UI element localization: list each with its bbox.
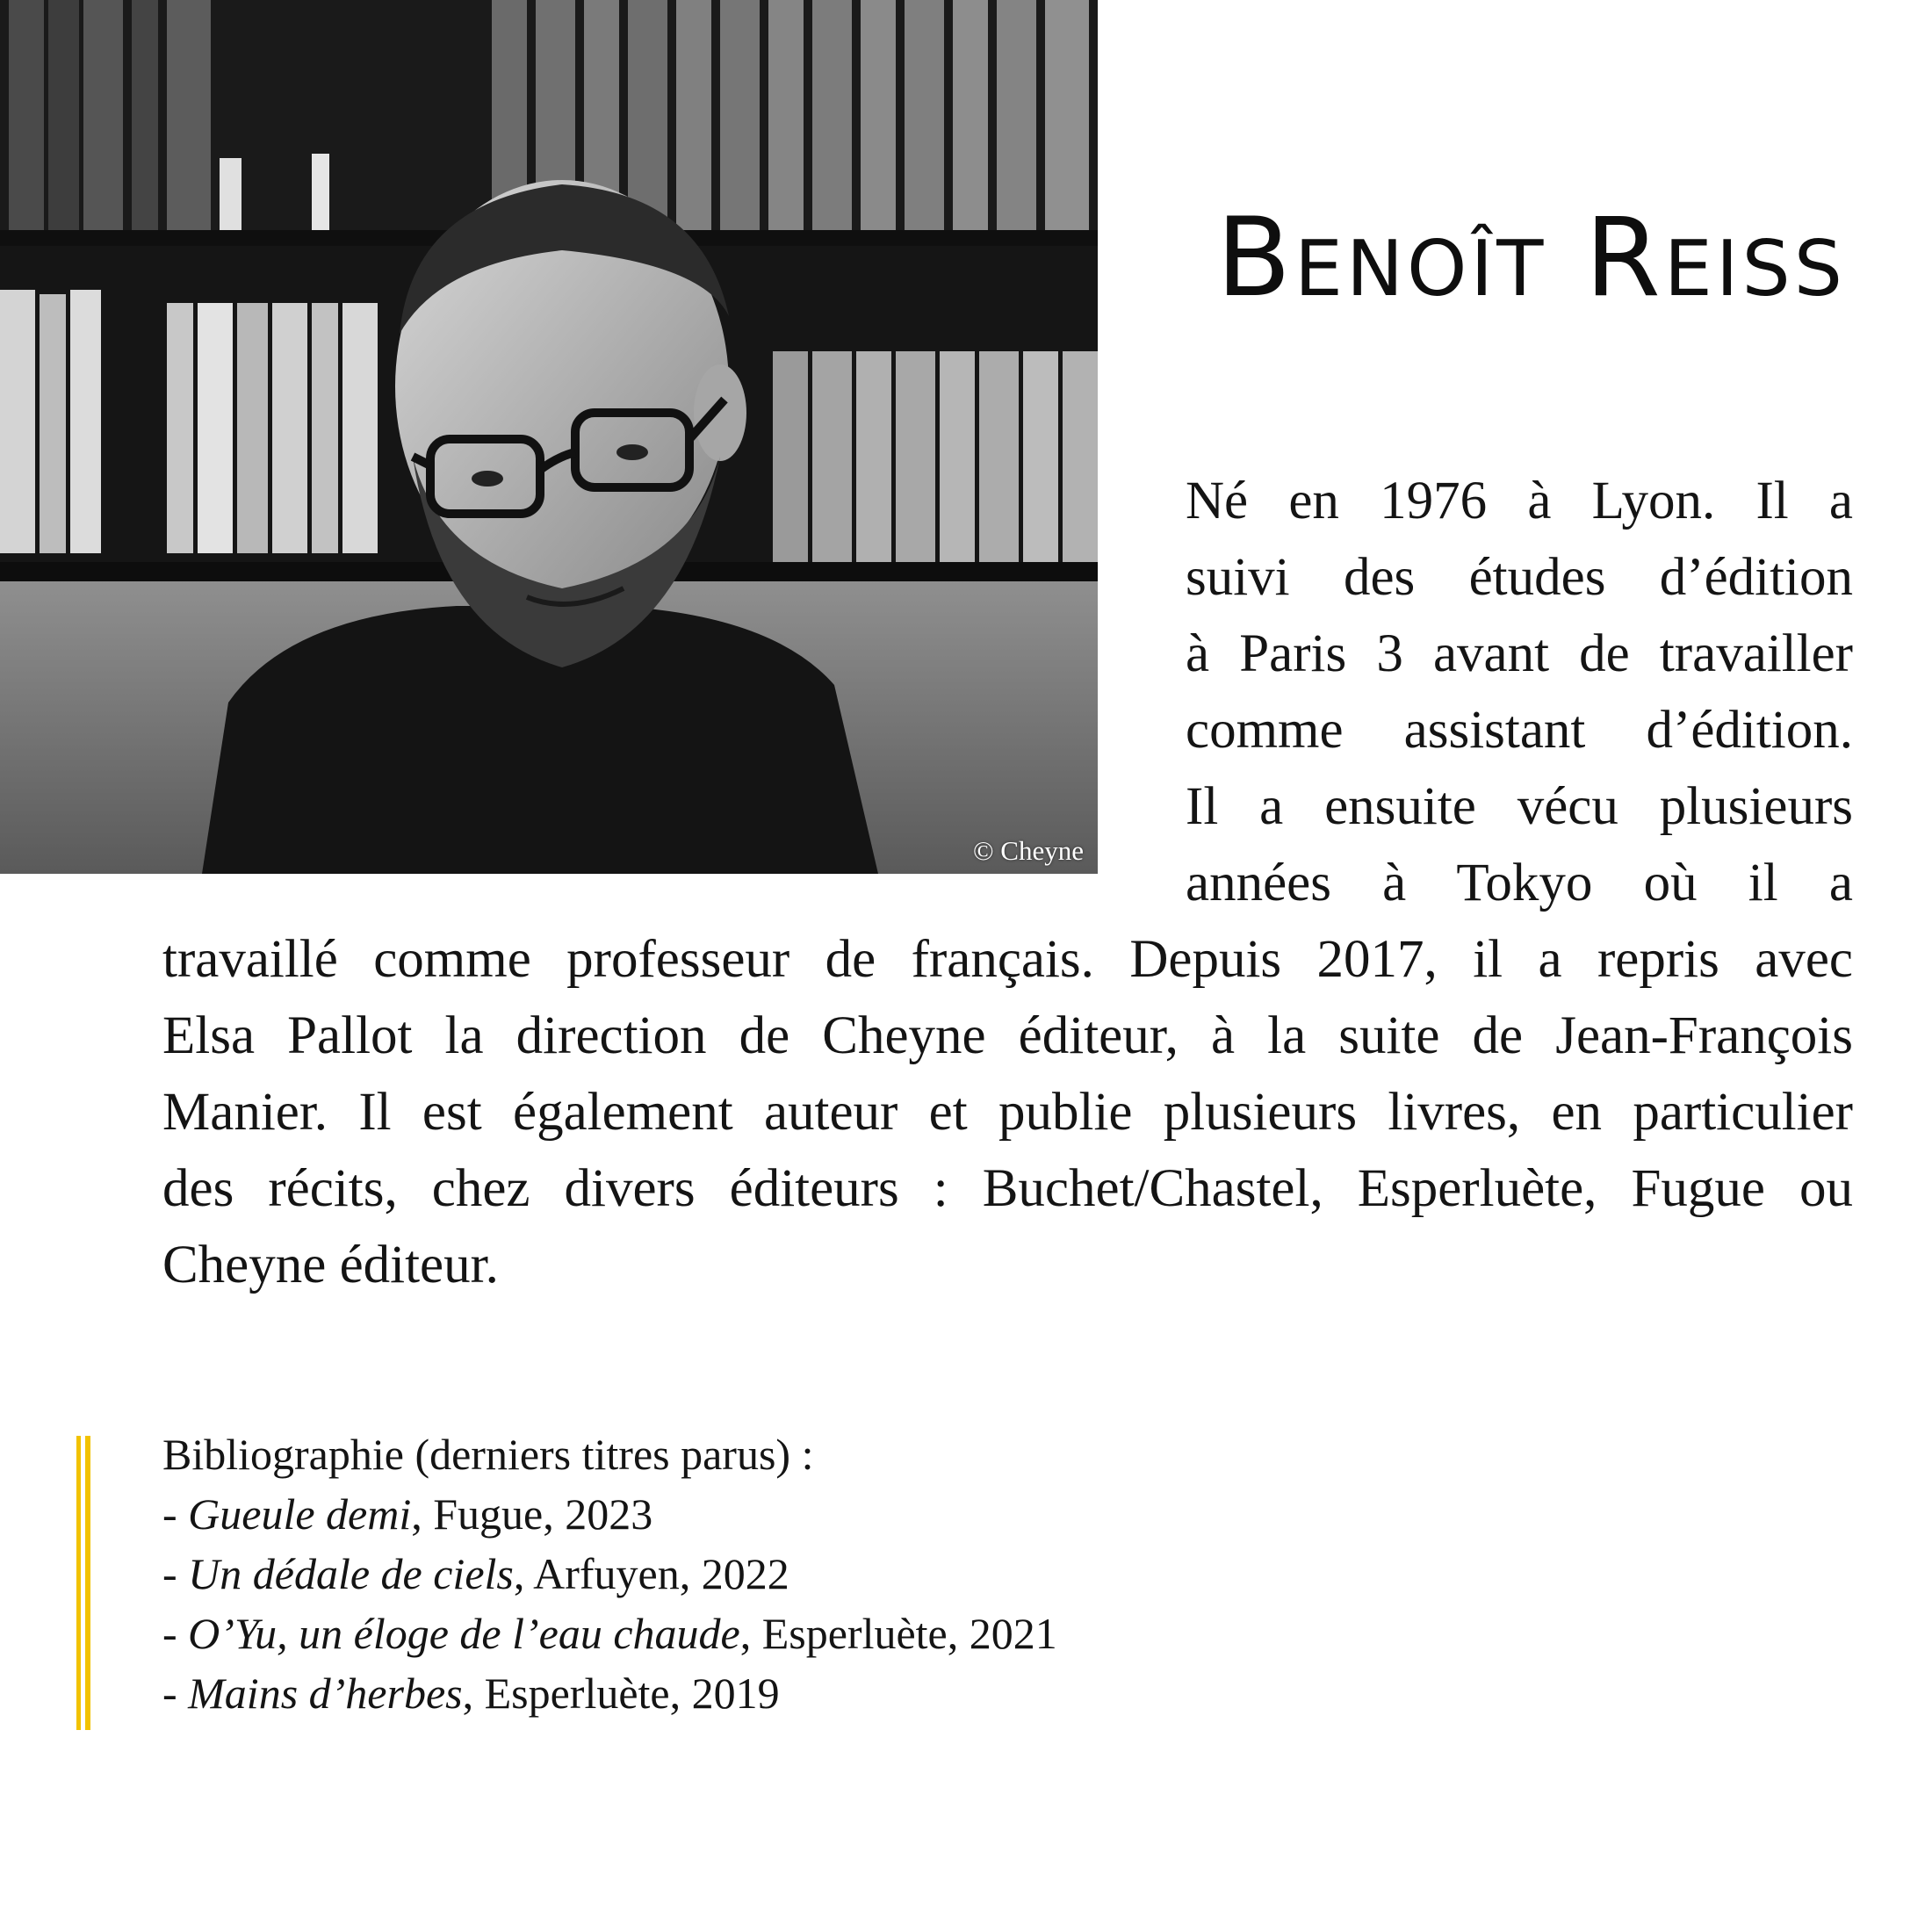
photo-credit: © Cheyne (973, 834, 1084, 866)
bio-line: Il a ensuite vécu plusieurs (1186, 777, 1853, 836)
bullet: - (162, 1669, 189, 1718)
book-details: , Arfuyen, 2022 (513, 1549, 789, 1598)
bio-body (162, 921, 1853, 1303)
author-name: Benoît Reiss (1215, 195, 1846, 321)
bio-line: Manier. Il est également auteur et publie plusieurs livres, en particulier (162, 1083, 1853, 1142)
book-details: , Esperluète, 2019 (462, 1669, 780, 1718)
bio-line: travaillé comme professeur de français. Depuis 2017, il a repris avec (162, 930, 1853, 989)
portrait-icon (0, 0, 1098, 874)
book-details: , Fugue, 2023 (411, 1489, 653, 1539)
bio-line: Cheyne éditeur. (162, 1236, 499, 1294)
bibliography-item (162, 1544, 1480, 1604)
bio-line: à Paris 3 avant de travailler (1186, 624, 1853, 683)
bio-line: comme assistant d’édition. (1186, 701, 1853, 760)
bibliography (162, 1424, 1480, 1723)
bullet: - (162, 1489, 189, 1539)
bibliography-item (162, 1484, 1480, 1544)
book-title: Mains d’herbes (188, 1669, 463, 1718)
bibliography-heading: Bibliographie (derniers titres parus) : (162, 1430, 814, 1479)
bibliography-item (162, 1604, 1480, 1663)
accent-bar (76, 1436, 90, 1730)
bullet: - (162, 1549, 189, 1598)
bio-intro (1186, 463, 1853, 921)
book-details: , Esperluète, 2021 (739, 1609, 1057, 1658)
bio-line: années à Tokyo où il a (1186, 854, 1853, 912)
bio-line: des récits, chez divers éditeurs : Buchet/Chastel, Esperluète, Fugue ou (162, 1159, 1853, 1218)
bibliography-item (162, 1663, 1480, 1723)
bio-line: Né en 1976 à Lyon. Il a (1186, 472, 1853, 530)
book-title: O’Yu, un éloge de l’eau chaude (188, 1609, 740, 1658)
bio-line: suivi des études d’édition (1186, 548, 1853, 607)
bio-line: Elsa Pallot la direction de Cheyne éditeur, à la suite de Jean-François (162, 1006, 1853, 1065)
bullet: - (162, 1609, 189, 1658)
ear (694, 364, 746, 461)
author-photo (0, 0, 1098, 874)
book-title: Un dédale de ciels (188, 1549, 514, 1598)
book-title: Gueule demi (188, 1489, 412, 1539)
